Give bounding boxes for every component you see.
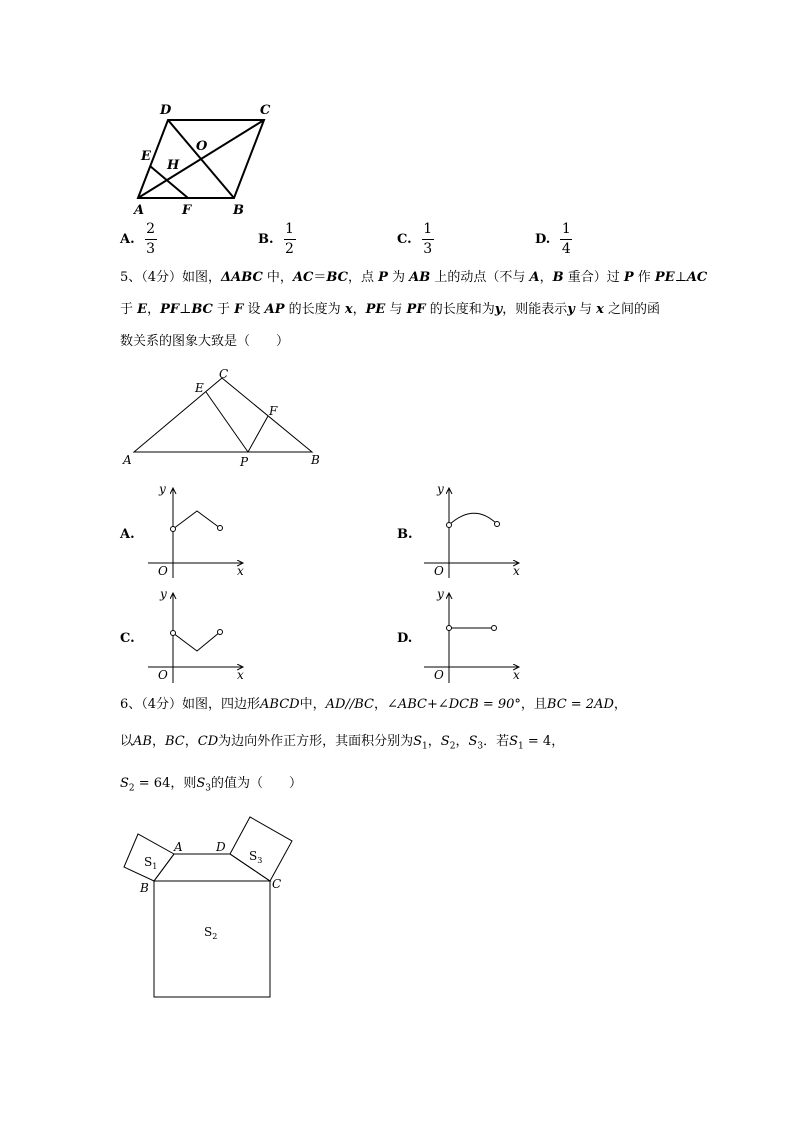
axis-x-label: x [513, 564, 520, 578]
label-f: F [269, 404, 278, 418]
q5-triangle-figure [118, 366, 328, 470]
segment-pe [206, 392, 248, 452]
q5-text-line-1: 5、（4分）如图，ΔABC 中，AC＝BC，点 P 为 AB 上的动点（不与 A，B 重合）过 P 作 PE⊥AC [120, 270, 708, 285]
origin-label: O [158, 668, 168, 682]
label-p: P [240, 455, 249, 469]
q6-text-line-1: 6、（4分）如图，四边形ABCD中，AD//BC，∠ABC+∠DCB = 90°，且BC = 2AD， [120, 697, 627, 712]
label-b: B [233, 203, 244, 218]
label-d: D [160, 103, 172, 118]
label-s2: $S_2$ [204, 925, 218, 941]
axis-x-label: x [237, 668, 244, 682]
fraction: $\frac{1}{4}$ [561, 221, 571, 257]
q5-graph-b[interactable] [416, 480, 526, 580]
label-s3: $S_3$ [249, 849, 263, 865]
q4-option-b[interactable] [258, 222, 296, 257]
graph-curve [449, 513, 497, 525]
origin-label: O [158, 564, 168, 578]
label-o: O [196, 139, 208, 154]
q4-option-c[interactable] [397, 222, 434, 257]
axis-x-label: x [513, 668, 520, 682]
q4-option-a[interactable] [120, 222, 157, 257]
axis-y-label: y [160, 587, 167, 601]
label-b: B [311, 453, 320, 467]
q5-text-line-2: 于 E，PF⊥BC 于 F 设 AP 的长度为 x，PE 与 PF 的长度和为y，则能表示y 与 x 之间的函 [120, 302, 661, 317]
q4-option-d[interactable] [535, 222, 572, 257]
q5-graph-d[interactable] [416, 585, 526, 685]
option-letter: B. [258, 232, 274, 247]
graph-curve [173, 632, 220, 651]
fraction: $\frac{1}{2}$ [285, 221, 294, 257]
label-f: F [182, 203, 192, 218]
fraction: $\frac{1}{3}$ [423, 221, 433, 257]
q5-option-c-letter[interactable]: C. [120, 631, 135, 646]
label-h: H [167, 158, 180, 173]
triangle-abc [134, 378, 312, 452]
axis-x-label: x [237, 564, 244, 578]
label-c: C [219, 367, 229, 381]
axis-y-label: y [437, 482, 444, 496]
label-c: C [260, 103, 271, 118]
graph-curve [173, 511, 220, 529]
label-d: D [216, 840, 226, 854]
label-a: A [174, 840, 183, 854]
q5-option-b-letter[interactable]: B. [397, 527, 413, 542]
option-letter: D. [535, 232, 551, 247]
label-a: A [134, 203, 145, 218]
q6-text-line-3: $S_2 = 64$，则$S_3$的值为（ ） [120, 776, 303, 794]
option-letter: A. [120, 232, 135, 247]
label-b: B [140, 881, 149, 895]
label-e: E [141, 149, 151, 164]
label-a: A [123, 453, 132, 467]
q5-option-a-letter[interactable]: A. [120, 527, 135, 542]
origin-label: O [434, 668, 444, 682]
origin-label: O [434, 564, 444, 578]
axis-y-label: y [437, 587, 444, 601]
q6-text-line-2: 以AB，BC，CD为边向外作正方形，其面积分别为$S_1$，$S_2$，$S_3$．若$S_1 = 4$， [120, 734, 565, 752]
square-s3 [230, 817, 292, 881]
fraction: $\frac{2}{3}$ [146, 221, 156, 257]
q6-squares-figure [118, 812, 308, 1004]
label-c: C [272, 877, 282, 891]
q4-parallelogram-figure [130, 98, 290, 222]
q5-graph-a[interactable] [140, 480, 250, 580]
option-letter: C. [397, 232, 412, 247]
q5-graph-c[interactable] [140, 585, 250, 685]
label-s1: $S_1$ [144, 855, 158, 871]
axis-y-label: y [159, 482, 166, 496]
label-e: E [195, 381, 204, 395]
q5-option-d-letter[interactable]: D. [397, 631, 413, 646]
q5-text-line-3: 数关系的图象大致是（ ） [120, 334, 290, 349]
segment-pf [248, 416, 268, 452]
